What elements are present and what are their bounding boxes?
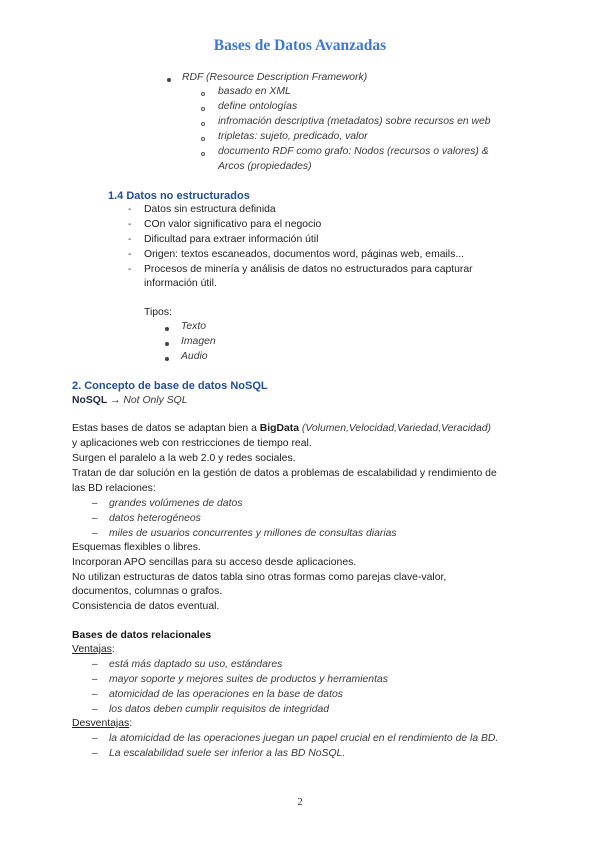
list-item-continued: información útil. xyxy=(144,278,217,289)
tipos-label: Tipos: xyxy=(144,307,172,318)
rdf-subitem: basado en XML xyxy=(218,86,291,97)
paragraph-line: y aplicaciones web con restricciones de tiempo real. xyxy=(72,438,312,449)
paragraph-line: No utilizan estructuras de datos tabla sino otras formas como parejas clave-valor, xyxy=(72,572,447,583)
dash-marker: - xyxy=(128,264,132,275)
list-item: Origen: textos escaneados, documentos word, páginas web, emails... xyxy=(144,249,464,260)
dash-marker: – xyxy=(92,689,98,700)
rdf-subitem-continued: Arcos (propiedades) xyxy=(218,161,312,172)
desventaja-item: la atomicidad de las operaciones juegan un papel crucial en el rendimiento de la BD. xyxy=(109,733,499,744)
paragraph-line: Incorporan APO sencillas para su acceso desde aplicaciones. xyxy=(72,557,357,568)
ventaja-item: mayor soporte y mejores suites de productos y herramientas xyxy=(109,674,388,685)
problem-item: miles de usuarios concurrentes y millones de consultas diarias xyxy=(109,528,397,539)
list-item: Datos sin estructura definida xyxy=(144,204,276,215)
dash-marker: – xyxy=(92,528,98,539)
section-heading-1-4: 1.4 Datos no estructurados xyxy=(108,190,250,202)
dash-marker: – xyxy=(92,498,98,509)
list-item: Dificultad para extraer información útil xyxy=(144,234,319,245)
dash-marker: – xyxy=(92,704,98,715)
nosql-definition: NoSQL → Not Only SQL xyxy=(72,395,188,406)
problem-item: grandes volúmenes de datos xyxy=(109,498,243,509)
rdf-subitem: documento RDF como grafo: Nodos (recursos o valores) & xyxy=(218,146,489,157)
dash-marker: – xyxy=(92,513,98,524)
dash-marker: – xyxy=(92,674,98,685)
list-item: Procesos de minería y análisis de datos no estructurados para capturar xyxy=(144,264,473,275)
ventajas-label: Ventajas: xyxy=(72,644,115,655)
bullet-circle xyxy=(201,92,205,96)
paragraph-line: Consistencia de datos eventual. xyxy=(72,601,220,612)
ventaja-item: está más daptado su uso, estándares xyxy=(109,659,283,670)
dash-marker: - xyxy=(128,249,132,260)
dash-marker: – xyxy=(92,659,98,670)
bullet-dot xyxy=(167,78,171,82)
desventajas-label: Desventajas: xyxy=(72,718,133,729)
paragraph-bigdata: Estas bases de datos se adaptan bien a BigData (Volumen,Velocidad,Variedad,Veracidad) xyxy=(72,423,491,434)
page-number: 2 xyxy=(297,797,303,808)
rdf-item: RDF (Resource Description Framework) xyxy=(182,72,368,83)
dash-marker: - xyxy=(128,234,132,245)
bullet-circle xyxy=(201,122,205,126)
rdf-subitem: define ontologías xyxy=(218,101,298,112)
dash-marker: – xyxy=(92,733,98,744)
problem-item: datos heterogéneos xyxy=(109,513,201,524)
ventaja-item: los datos deben cumplir requisitos de integridad xyxy=(109,704,330,715)
bullet-circle xyxy=(201,107,205,111)
bullet-dot xyxy=(165,357,169,361)
paragraph-line: Surgen el paralelo a la web 2.0 y redes sociales. xyxy=(72,453,296,464)
section-heading-2: 2. Concepto de base de datos NoSQL xyxy=(72,380,268,392)
bullet-dot xyxy=(165,327,169,331)
dash-marker: - xyxy=(128,204,132,215)
paragraph-line: documentos, columnas o grafos. xyxy=(72,586,223,597)
dash-marker: – xyxy=(92,748,98,759)
tipo-item: Audio xyxy=(181,351,208,362)
list-item: COn valor significativo para el negocio xyxy=(144,219,322,230)
ventaja-item: atomicidad de las operaciones en la base de datos xyxy=(109,689,343,700)
dash-marker: - xyxy=(128,219,132,230)
tipo-item: Imagen xyxy=(181,336,216,347)
rdf-subitem: tripletas: sujeto, predicado, valor xyxy=(218,131,368,142)
relational-heading: Bases de datos relacionales xyxy=(72,630,212,641)
bullet-circle xyxy=(201,152,205,156)
rdf-subitem: infromación descriptiva (metadatos) sobre recursos en web xyxy=(218,116,491,127)
paragraph-line: las BD relaciones: xyxy=(72,483,156,494)
desventaja-item: La escalabilidad suele ser inferior a las BD NoSQL. xyxy=(109,748,346,759)
paragraph-line: Esquemas flexibles o libres. xyxy=(72,542,201,553)
bullet-dot xyxy=(165,342,169,346)
bullet-circle xyxy=(201,137,205,141)
tipo-item: Texto xyxy=(181,321,207,332)
page-title: Bases de Datos Avanzadas xyxy=(213,37,387,54)
paragraph-line: Tratan de dar solución en la gestión de datos a problemas de escalabilidad y rendimiento de xyxy=(72,468,497,479)
